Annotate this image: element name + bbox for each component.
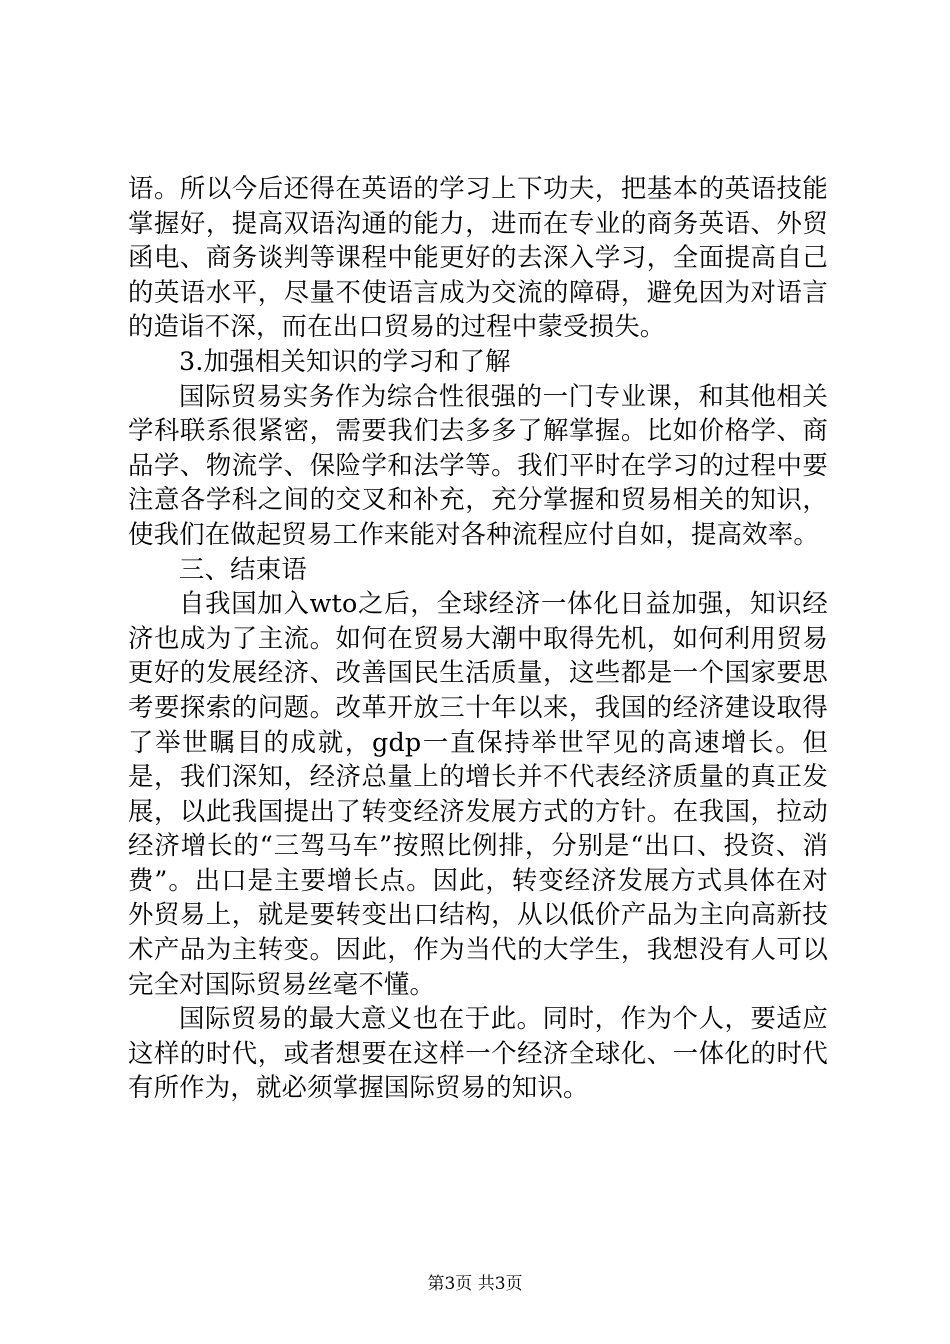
page-footer [0, 1273, 950, 1295]
paragraph-conclusion-economy: 自我国加入wto之后，全球经济一体化日益加强，知识经济也成为了主流。如何在贸易大潮中取得先机，如何利用贸易更好的发展经济、改善国民生活质量，这些都是一个国家要思考要探索的问题。改革开放三十年以来，我国的经济建设取得了举世瞩目的成就，gdp一直保持举世罕见的高速增长。但是，我们深知，经济总量上的增长并不代表经济质量的真正发展，以此我国提出了转变经济发展方式的方针。在我国，拉动经济增长的“三驾马车”按照比例排，分别是“出口、投资、消费”。出口是主要增长点。因此，转变经济发展方式具体在对外贸易上，就是要转变出口结构，从以低价产品为主向高新技术产品为主转变。因此，作为当代的大学生，我想没有人可以完全对国际贸易丝毫不懂。 [128, 588, 828, 999]
section-heading-conclusion: 三、结束语 [179, 553, 307, 584]
paragraph-conclusion-significance: 国际贸易的最大意义也在于此。同时，作为个人，要适应这样的时代，或者想要在这样一个经济全球化、一体化的时代有所作为，就必须掌握国际贸易的知识。 [128, 1003, 828, 1103]
paragraph-related-knowledge: 国际贸易实务作为综合性很强的一门专业课，和其他相关学科联系很紧密，需要我们去多多了解掌握。比如价格学、商品学、物流学、保险学和法学等。我们平时在学习的过程中要注意各学科之间的交叉和补充，充分掌握和贸易相关的知识，使我们在做起贸易工作来能对各种流程应付自如，提高效率。 [128, 380, 828, 549]
document-body [128, 171, 828, 1105]
section-heading-related-knowledge: 3.加强相关知识的学习和了解 [179, 345, 511, 376]
page-number: 第3页 共3页 [427, 1274, 523, 1294]
paragraph-english-study: 语。所以今后还得在英语的学习上下功夫，把基本的英语技能掌握好，提高双语沟通的能力，进而在专业的商务英语、外贸函电、商务谈判等课程中能更好的去深入学习，全面提高自己的英语水平，尽量不使语言成为交流的障碍，避免因为对语言的造诣不深，而在出口贸易的过程中蒙受损失。 [128, 173, 828, 342]
